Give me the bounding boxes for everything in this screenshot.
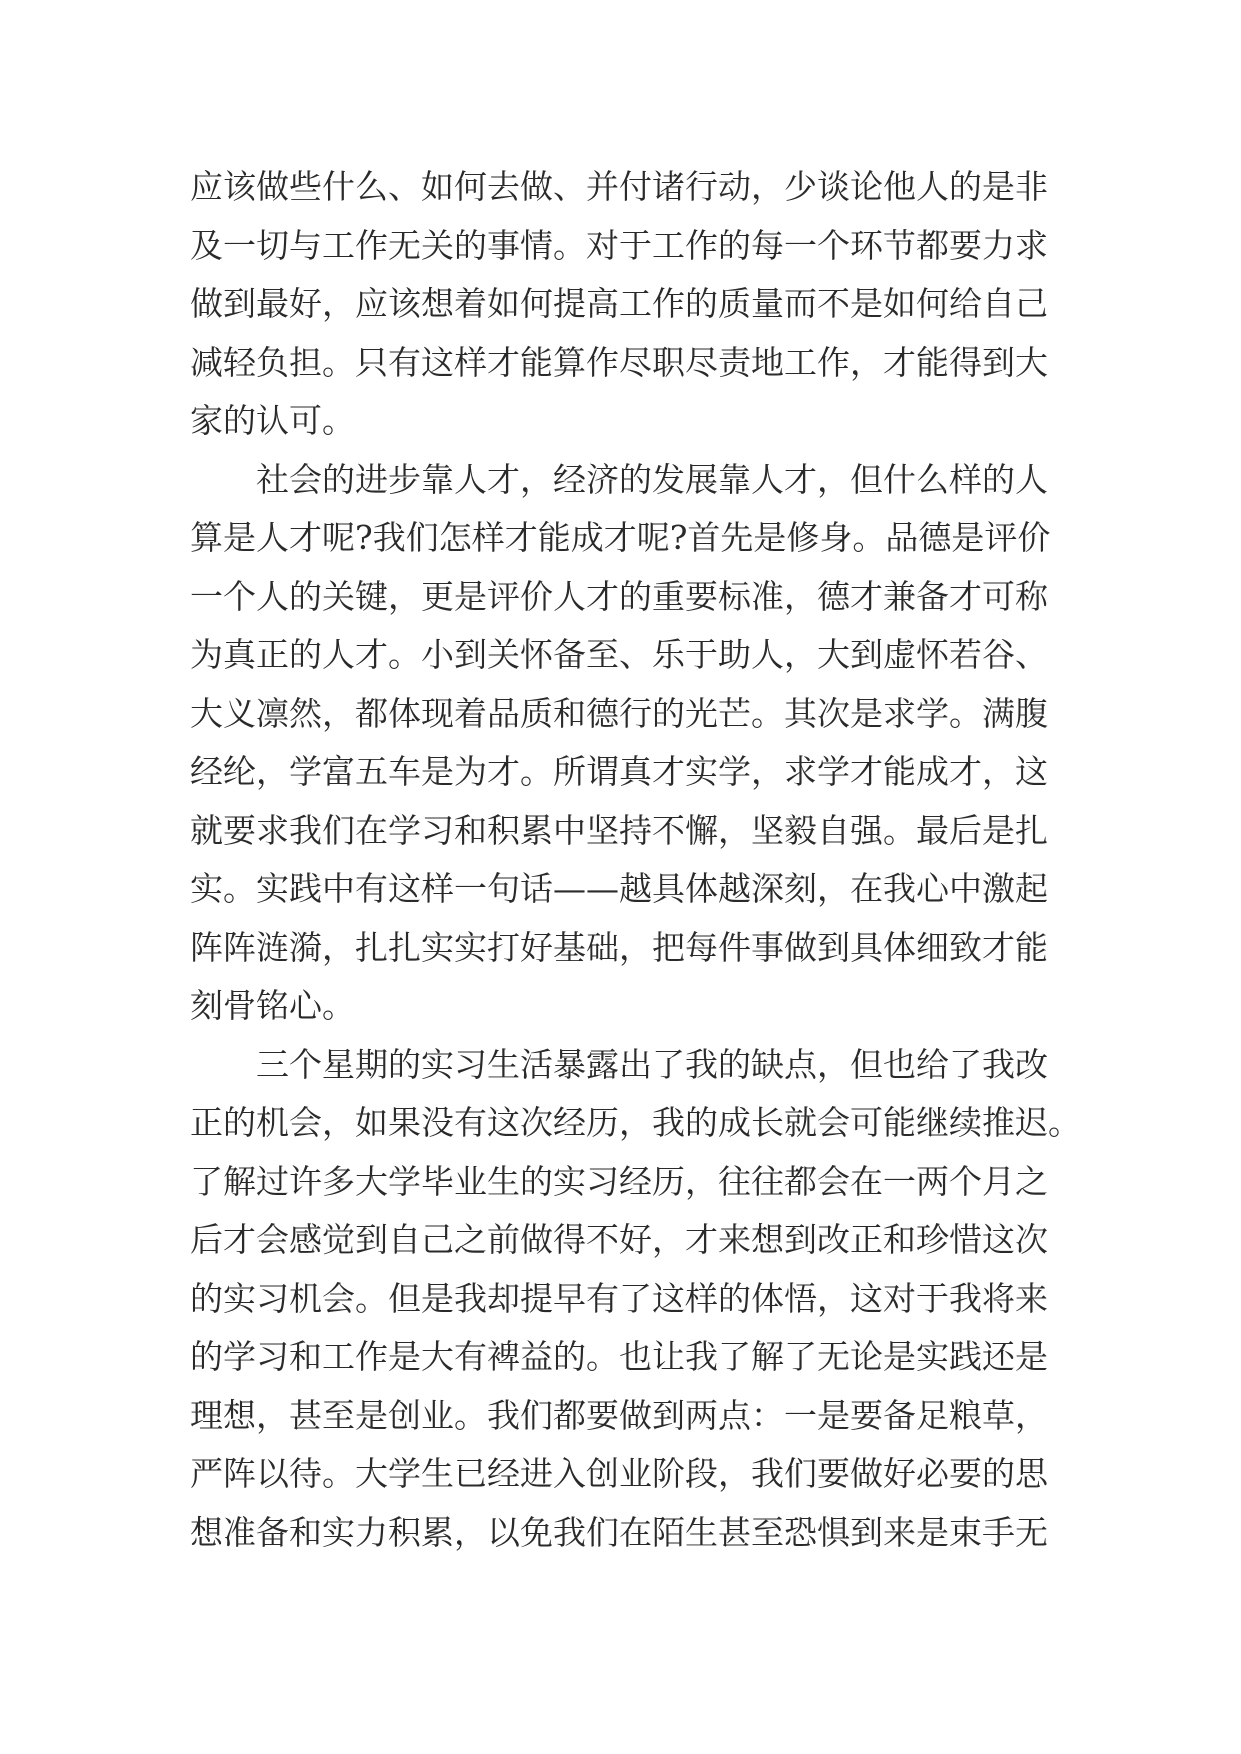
text-line: 减轻负担。只有这样才能算作尽职尽责地工作，才能得到大 — [190, 342, 1048, 382]
text-line: 刻骨铭心。 — [190, 986, 355, 1025]
text-line: 算是人才呢?我们怎样才能成才呢?首先是修身。品德是评价 — [190, 518, 1051, 557]
text-line: 应该做些什么、如何去做、并付诸行动，少谈论他人的是非 — [190, 167, 1048, 206]
text-line: 想准备和实力积累，以免我们在陌生甚至恐惧到来是束手无 — [190, 1512, 1048, 1552]
text-line: 为真正的人才。小到关怀备至、乐于助人，大到虚怀若谷、 — [190, 635, 1048, 674]
text-line: 家的认可。 — [190, 401, 355, 440]
text-line: 严阵以待。大学生已经进入创业阶段，我们要做好必要的思 — [190, 1454, 1048, 1493]
text-line: 就要求我们在学习和积累中坚持不懈，坚毅自强。最后是扎 — [190, 810, 1048, 850]
body-text — [190, 158, 1081, 1562]
text-line: 的学习和工作是大有裨益的。也让我了解了无论是实践还是 — [190, 1337, 1048, 1376]
text-line: 后才会感觉到自己之前做得不好，才来想到改正和珍惜这次 — [190, 1220, 1048, 1259]
text-line: 大义凛然，都体现着品质和德行的光芒。其次是求学。满腹 — [190, 693, 1048, 733]
text-line: 一个人的关键，更是评价人才的重要标准，德才兼备才可称 — [190, 576, 1048, 616]
text-line: 的实习机会。但是我却提早有了这样的体悟，这对于我将来 — [190, 1278, 1048, 1318]
text-line: 社会的进步靠人才，经济的发展靠人才，但什么样的人 — [190, 459, 1048, 499]
text-line: 三个星期的实习生活暴露出了我的缺点，但也给了我改 — [190, 1044, 1048, 1084]
text-line: 经纶，学富五车是为才。所谓真才实学，求学才能成才，这 — [190, 752, 1048, 791]
text-line: 了解过许多大学毕业生的实习经历，往往都会在一两个月之 — [190, 1161, 1048, 1201]
text-line: 阵阵涟漪，扎扎实实打好基础，把每件事做到具体细致才能 — [190, 927, 1048, 967]
text-line: 实。实践中有这样一句话——越具体越深刻，在我心中激起 — [190, 869, 1048, 908]
text-line: 正的机会，如果没有这次经历，我的成长就会可能继续推迟。 — [190, 1103, 1081, 1142]
text-line: 理想，甚至是创业。我们都要做到两点：一是要备足粮草， — [190, 1395, 1048, 1435]
text-line: 做到最好，应该想着如何提高工作的质量而不是如何给自己 — [190, 284, 1048, 323]
text-line: 及一切与工作无关的事情。对于工作的每一个环节都要力求 — [190, 225, 1048, 265]
